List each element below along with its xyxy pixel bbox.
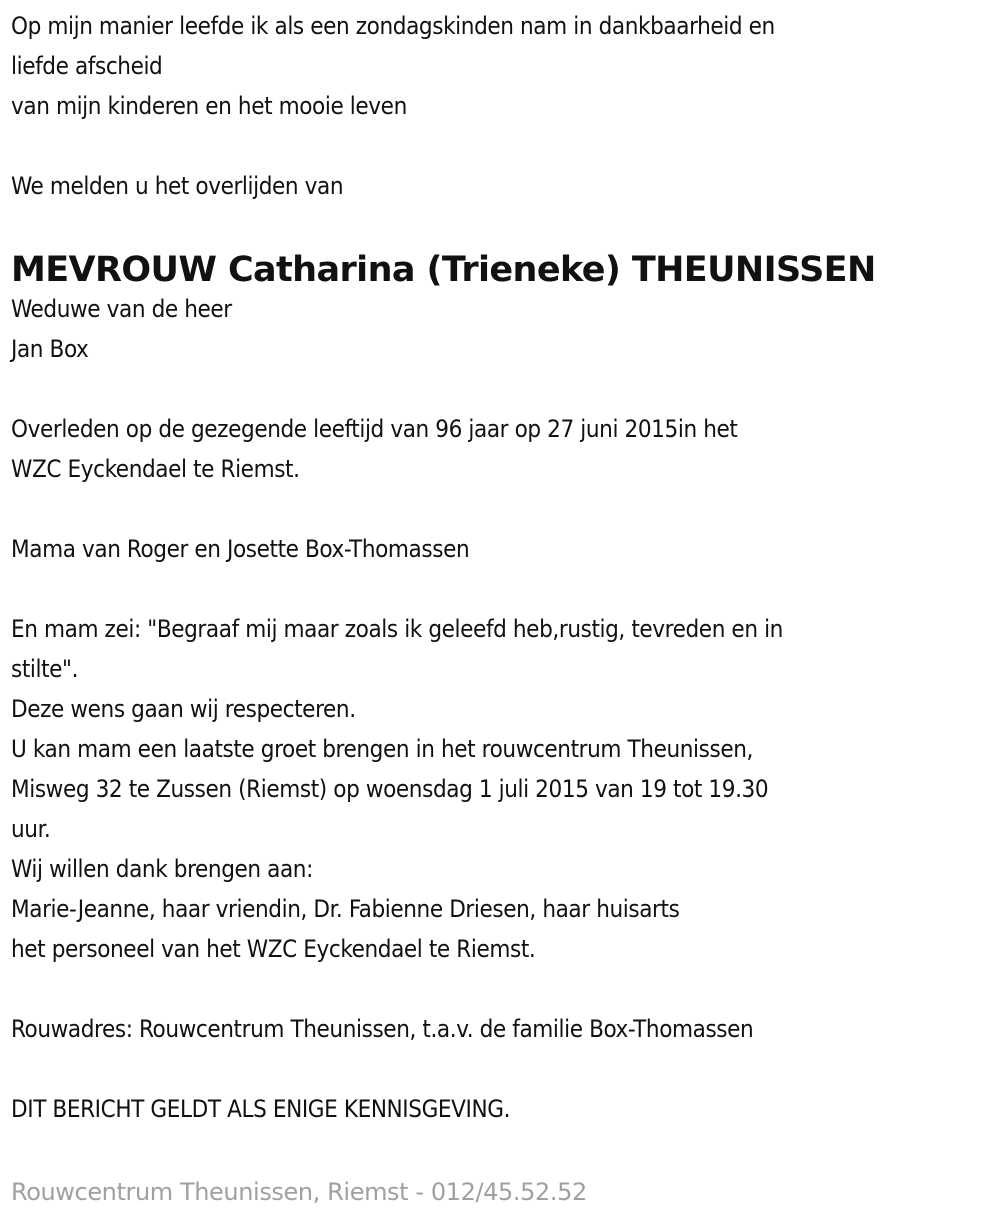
wishes-line: U kan mam een laatste groet brengen in het rouwcentrum Theunissen, [11,735,753,763]
spouse-line: Weduwe van de heer [11,295,232,323]
death-details [11,409,989,489]
spacer [11,369,989,409]
wishes-line: uur. [11,815,51,843]
announcement-text: We melden u het overlijden van [11,172,344,200]
wishes-line: stilte". [11,655,79,683]
spacer [11,489,989,529]
spacer [11,1049,989,1089]
death-details-line: WZC Eyckendael te Riemst. [11,455,300,483]
spouse-line: Jan Box [11,335,89,363]
mourning-address: Rouwadres: Rouwcentrum Theunissen, t.a.v. de familie Box-Thomassen [11,1015,754,1043]
intro-line: liefde afscheid [11,52,163,80]
funeral-home-footer: Rouwcentrum Theunissen, Riemst - 012/45.52.52 [11,1178,587,1206]
thanks-line: Marie-Jeanne, haar vriendin, Dr. Fabienne Driesen, haar huisarts [11,895,680,923]
wishes-section [11,609,989,969]
spacer [11,206,989,246]
intro-poem [11,6,989,126]
thanks-line: het personeel van het WZC Eyckendael te Riemst. [11,935,536,963]
deceased-name: MEVROUW Catharina (Trieneke) THEUNISSEN [11,250,876,290]
wishes-line: Deze wens gaan wij respecteren. [11,695,356,723]
spacer [11,126,989,166]
wishes-line: Misweg 32 te Zussen (Riemst) op woensdag 1 juli 2015 van 19 tot 19.30 [11,775,769,803]
spacer [11,569,989,609]
spacer [11,969,989,1009]
intro-line: van mijn kinderen en het mooie leven [11,92,407,120]
closing-statement: DIT BERICHT GELDT ALS ENIGE KENNISGEVING. [11,1095,511,1123]
intro-line: Op mijn manier leefde ik als een zondagskinden nam in dankbaarheid en [11,12,775,40]
spouse-info [11,289,989,369]
children-text: Mama van Roger en Josette Box-Thomassen [11,535,470,563]
death-details-line: Overleden op de gezegende leeftijd van 96 jaar op 27 juni 2015in het [11,415,738,443]
wishes-line: En mam zei: "Begraaf mij maar zoals ik geleefd heb,rustig, tevreden en in [11,615,783,643]
thanks-heading: Wij willen dank brengen aan: [11,855,313,883]
